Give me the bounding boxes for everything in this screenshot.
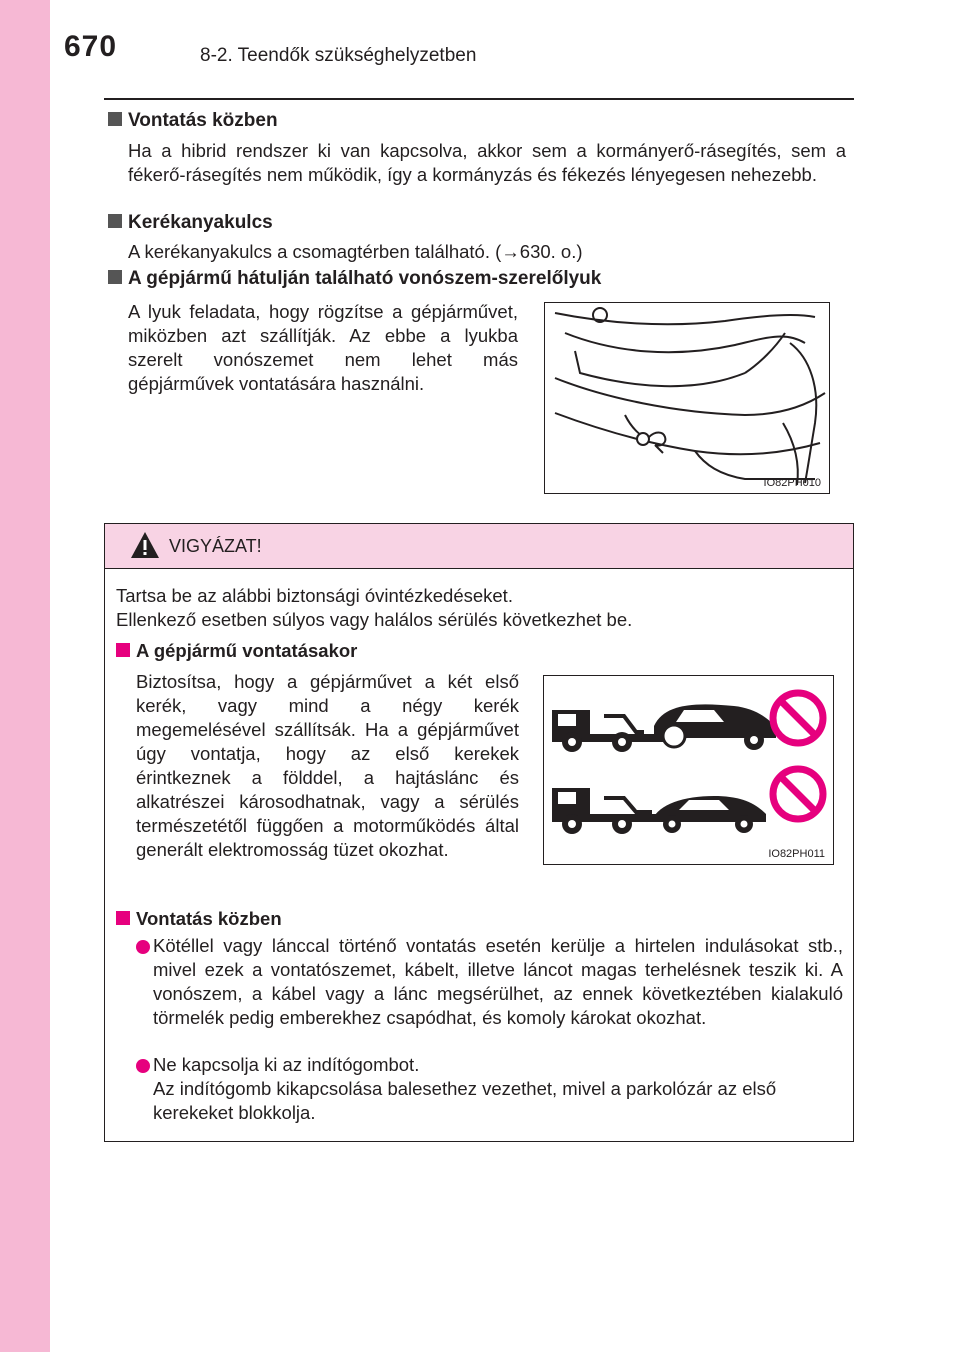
prohibited-icon (773, 769, 823, 819)
warning-subheading-text: Vontatás közben (136, 908, 282, 929)
section-heading (108, 268, 601, 290)
square-bullet-icon (108, 214, 122, 228)
figure-code: IO82PH010 (763, 477, 821, 489)
warning-bullet-2-line-1: Ne kapcsolja ki az indítógombot. (153, 1054, 420, 1075)
warning-bullet-2-line-2: Az indítógomb kikapcsolása balesethez vezethet, mivel a parkolózár az első kerekeket blokkolja. (153, 1078, 777, 1123)
warning-bullet-1: Kötéllel vagy lánccal történő vontatás esetén kerülje a hirtelen indulásokat stb., mivel ezek a vontatószemet, kábelt, illetve láncot magas terhelésnek teszik ki. A vonószem, a kábel vagy a lánc megsérülhet, az ennek következtében kialakuló törmelék pedig emberekhez csapódhat, és komoly károkat okozhat. (153, 935, 843, 1028)
tow-scene-1 (552, 704, 776, 752)
square-bullet-icon (116, 911, 130, 925)
square-bullet-icon (108, 270, 122, 284)
warning-header (105, 524, 853, 569)
warning-box (104, 523, 854, 1142)
section-text: A lyuk feladata, hogy rögzítse a gépjárművet, miközben azt szállítják. Az ebbe a lyukba szerelt vonószemet nem lehet más gépjárművek vontatására használni. (128, 301, 518, 394)
towing-eye-figure (544, 302, 830, 494)
square-bullet-icon (108, 112, 122, 126)
section-heading (108, 212, 273, 234)
tow-scene-2 (552, 788, 766, 834)
circle-bullet-icon (136, 940, 150, 954)
header-rule (104, 98, 854, 100)
section-text: A kerékanyakulcs a csomagtérben található. (→630. o.) (128, 241, 583, 262)
towing-figure (543, 675, 834, 865)
circle-bullet-icon (136, 1059, 150, 1073)
warning-subheading (116, 640, 357, 662)
warning-subheading-text: A gépjármű vontatásakor (136, 640, 358, 661)
tow-truck-illustration (544, 676, 833, 864)
warning-title: VIGYÁZAT! (169, 536, 262, 556)
section-heading (108, 110, 278, 132)
page-edge-tab (0, 0, 50, 1352)
section-title: Kerékanyakulcs (128, 212, 273, 233)
warning-triangle-icon (129, 530, 161, 560)
warning-sub1-text: Biztosítsa, hogy a gépjárművet a két első kerék, vagy mind a négy kerék megemelésével szállítsák. Ha a gépjárművet úgy vontatja, hogy az első kerekek érintkeznek a földdel, a hajtáslánc és alkatrészei károsodhatnak, vagy a sérülés természetétől függően a motorműködés által generált elektromosság tüzet okozhat. (136, 671, 519, 860)
section-title: A gépjármű hátulján található vonószem-szerelőlyuk (128, 268, 602, 289)
prohibited-icon (773, 693, 823, 743)
chapter-title: 8-2. Teendők szükséghelyzetben (200, 45, 477, 66)
square-bullet-icon (116, 643, 130, 657)
page-number: 670 (64, 30, 118, 63)
section-text: Ha a hibrid rendszer ki van kapcsolva, akkor sem a kormányerő-rásegítés, sem a fékerő-rásegítés nem működik, így a kormányzás és fékezés lényegesen nehezebb. (128, 140, 846, 185)
figure-code: IO82PH011 (768, 848, 825, 860)
warning-subheading (116, 908, 282, 930)
warning-intro-line-1: Tartsa be az alábbi biztonsági óvintézkedéseket. (116, 585, 513, 606)
section-title: Vontatás közben (128, 110, 278, 131)
car-rear-illustration (545, 303, 829, 493)
warning-intro-line-2: Ellenkező esetben súlyos vagy halálos sérülés következhet be. (116, 609, 633, 630)
